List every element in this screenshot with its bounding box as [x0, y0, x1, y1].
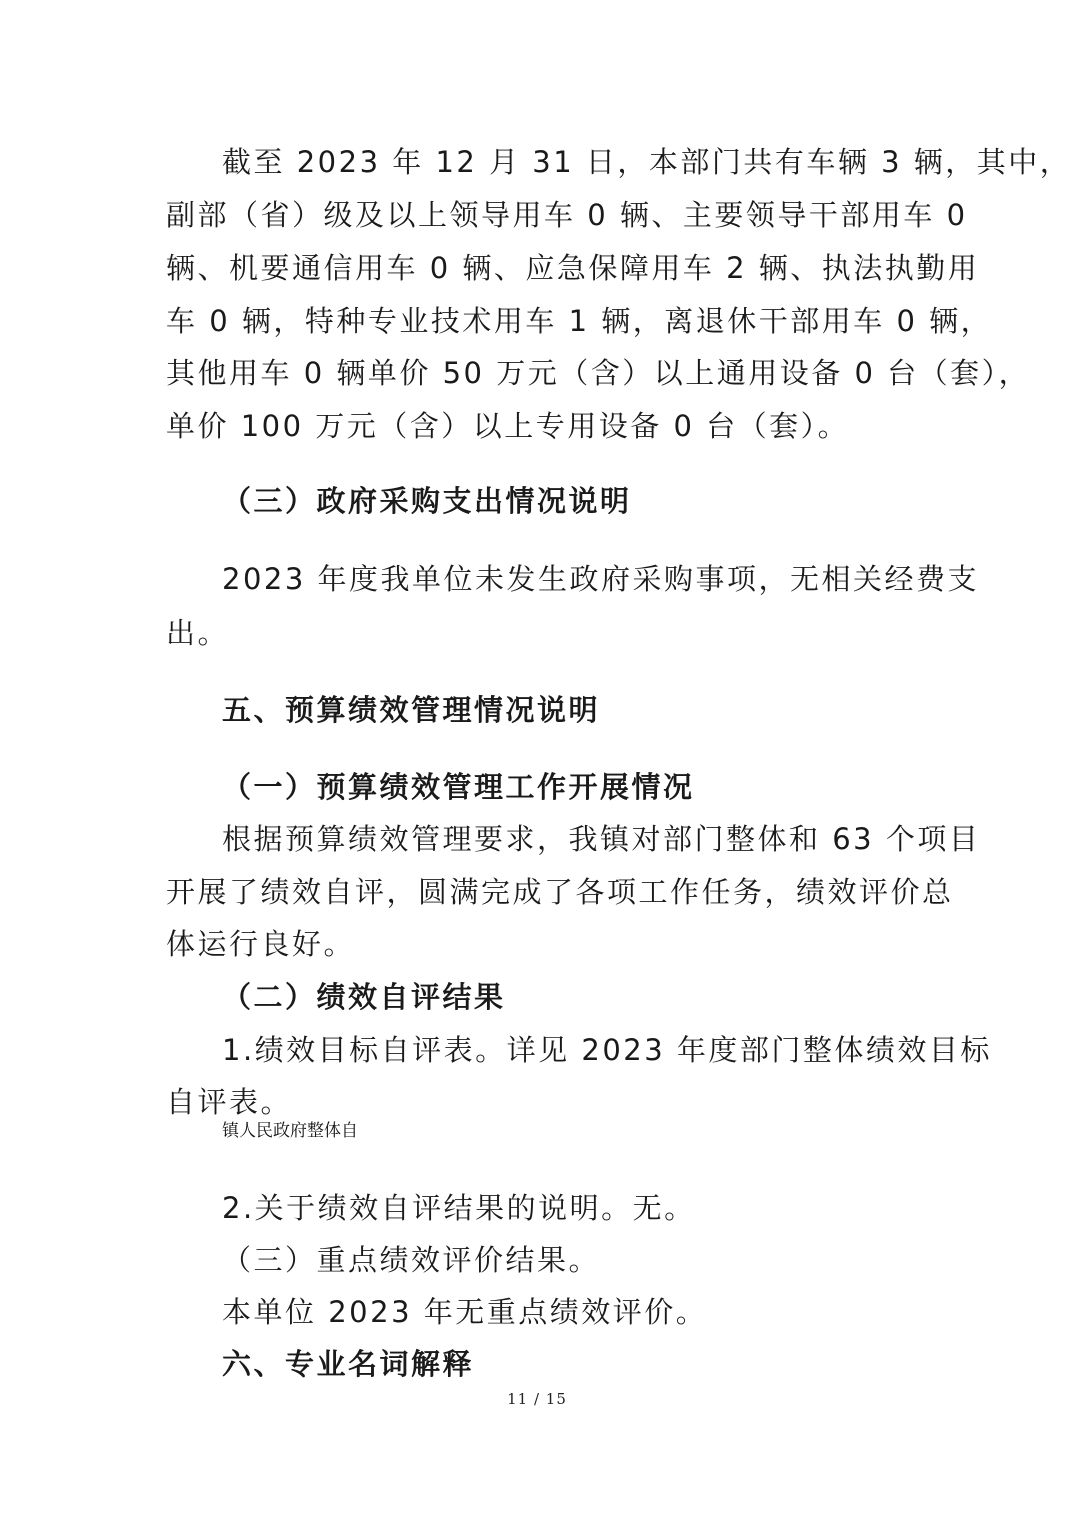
heading-procurement: （三）政府采购支出情况说明 — [222, 484, 632, 518]
paragraph-procurement-line-2: 出。 — [166, 616, 230, 650]
paragraph-performance-work-line-1: 根据预算绩效管理要求，我镇对部门整体和 63 个项目 — [222, 822, 981, 856]
paragraph-performance-work-line-2: 开展了绩效自评，圆满完成了各项工作任务，绩效评价总 — [166, 875, 954, 909]
page-number: 11 / 15 — [507, 1390, 567, 1408]
paragraph-key-evaluation: 本单位 2023 年无重点绩效评价。 — [222, 1295, 708, 1329]
paragraph-vehicles-line-4: 车 0 辆，特种专业技术用车 1 辆，离退休干部用车 0 辆， — [166, 304, 993, 338]
attachment-label[interactable]: 镇人民政府整体自 — [222, 1121, 358, 1141]
paragraph-procurement-line-1: 2023 年度我单位未发生政府采购事项，无相关经费支 — [222, 562, 980, 596]
paragraph-self-evaluation-line-1: 1.绩效目标自评表。详见 2023 年度部门整体绩效目标 — [222, 1033, 992, 1067]
paragraph-performance-work-line-3: 体运行良好。 — [166, 927, 356, 961]
heading-performance: 五、预算绩效管理情况说明 — [222, 693, 601, 727]
heading-performance-work: （一）预算绩效管理工作开展情况 — [222, 770, 695, 804]
heading-terms: 六、专业名词解释 — [222, 1347, 475, 1381]
paragraph-vehicles-line-5: 其他用车 0 辆单价 50 万元（含）以上通用设备 0 台（套）， — [166, 356, 1031, 390]
paragraph-vehicles-line-1: 截至 2023 年 12 月 31 日，本部门共有车辆 3 辆，其中， — [222, 145, 1072, 179]
paragraph-vehicles-line-2: 副部（省）级及以上领导用车 0 辆、主要领导干部用车 0 — [166, 198, 968, 232]
heading-key-evaluation: （三）重点绩效评价结果。 — [222, 1243, 601, 1277]
paragraph-vehicles-line-3: 辆、机要通信用车 0 辆、应急保障用车 2 辆、执法执勤用 — [166, 251, 980, 285]
paragraph-vehicles-line-6: 单价 100 万元（含）以上专用设备 0 台（套）。 — [166, 409, 850, 443]
paragraph-self-evaluation-note: 2.关于绩效自评结果的说明。无。 — [222, 1191, 696, 1225]
heading-self-evaluation: （二）绩效自评结果 — [222, 980, 506, 1014]
paragraph-self-evaluation-line-2: 自评表。 — [166, 1085, 293, 1119]
